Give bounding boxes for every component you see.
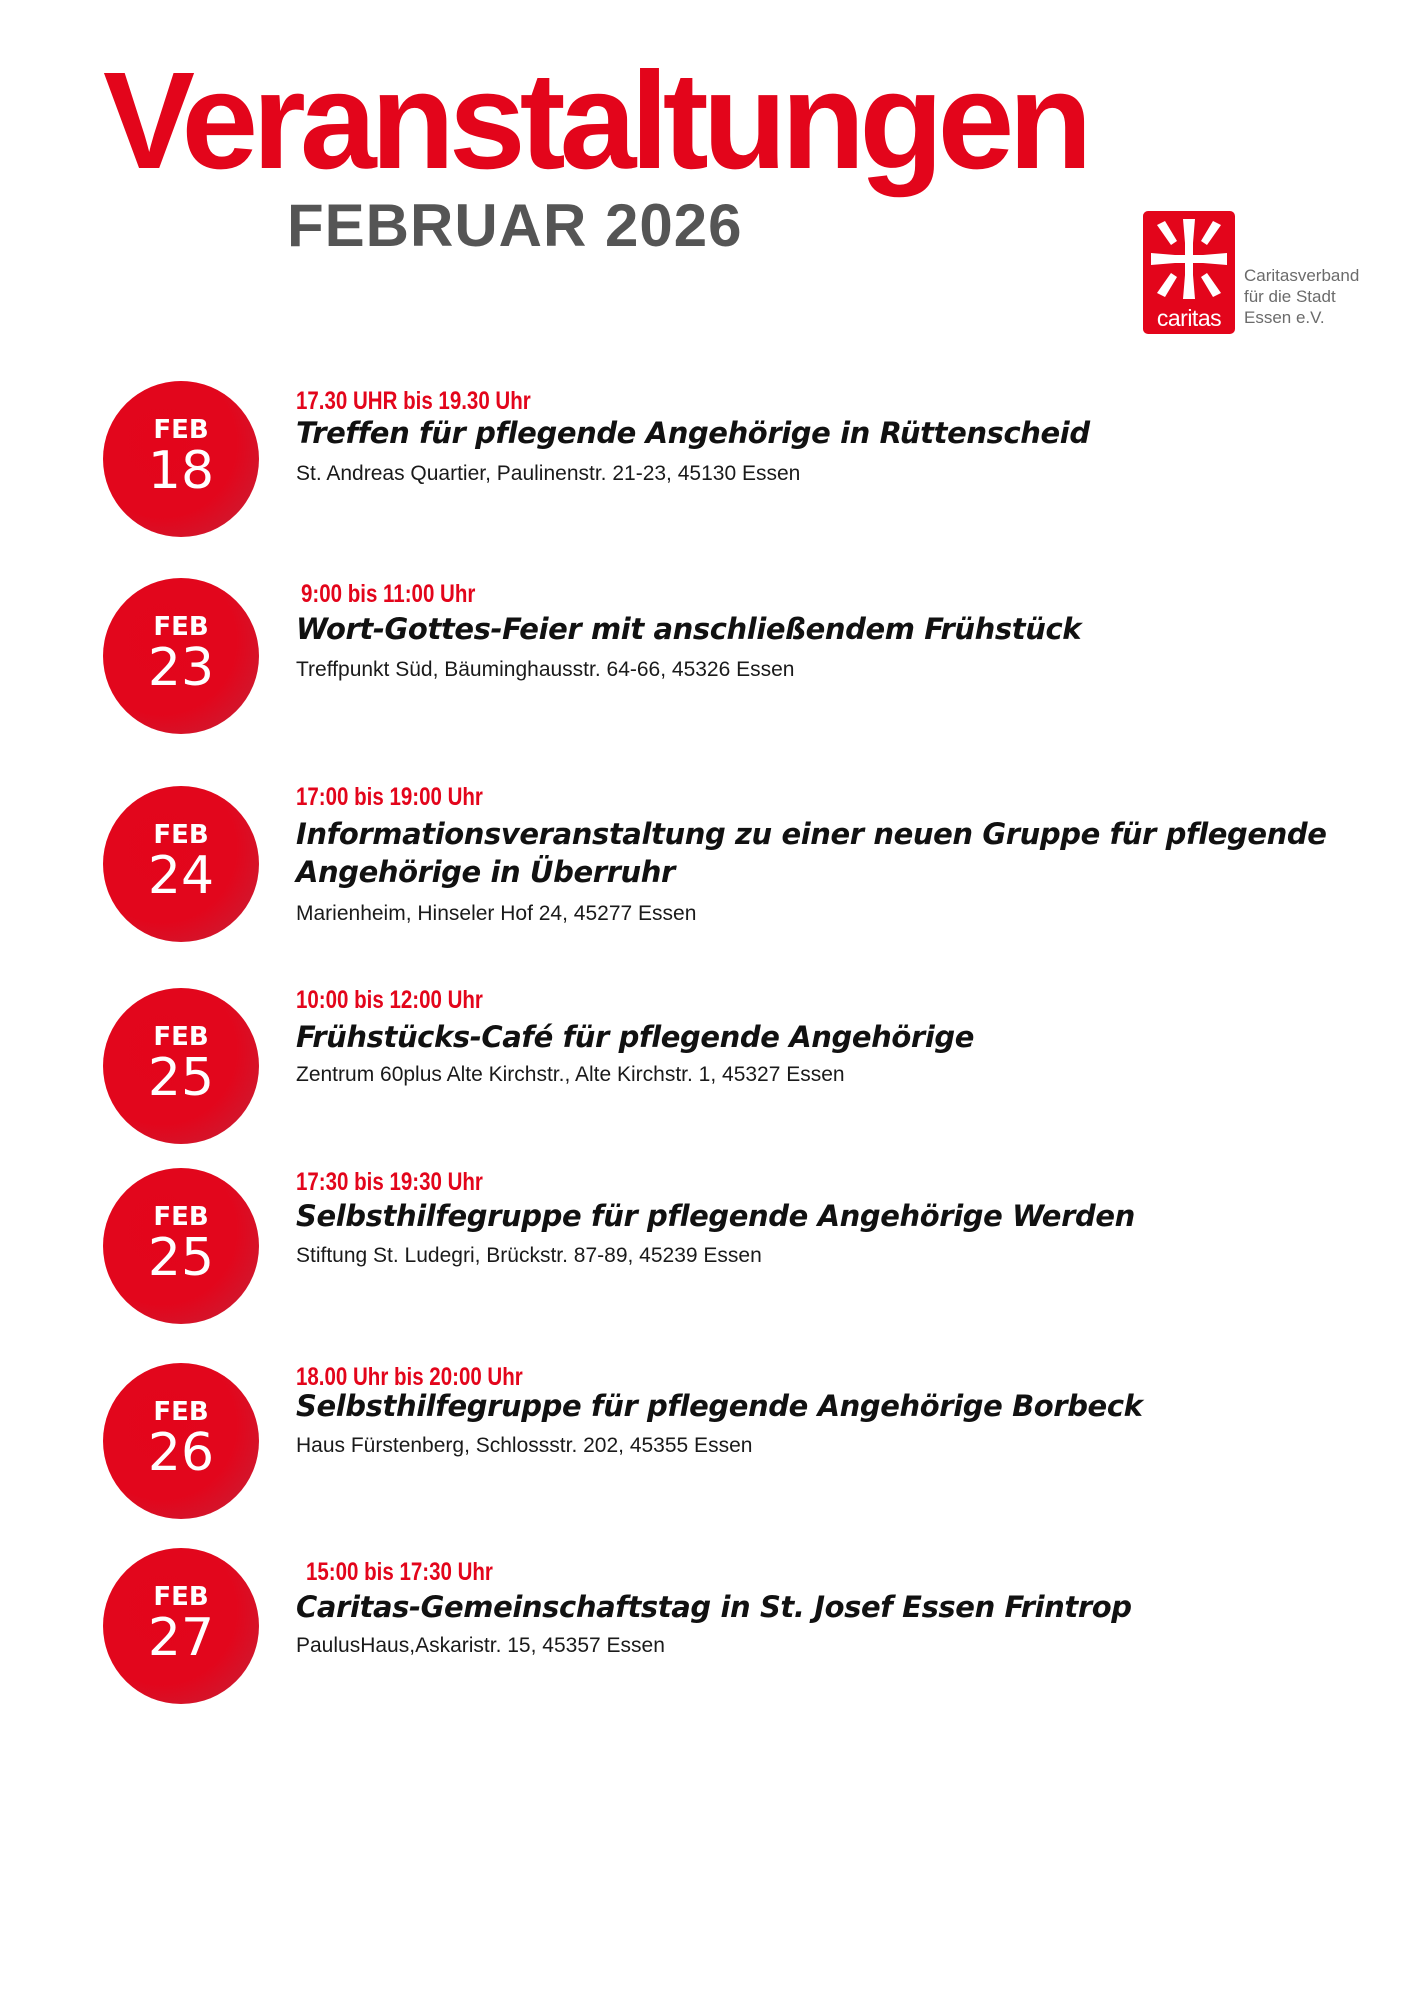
logo-wordmark: caritas <box>1156 305 1222 331</box>
event-title: Frühstücks-Café für pflegende Angehörige <box>296 1020 974 1054</box>
date-badge <box>103 988 259 1144</box>
event-time: 17:00 bis 19:00 Uhr <box>296 783 483 811</box>
event-location: Stiftung St. Ludegri, Brückstr. 87-89, 45239 Essen <box>296 1244 762 1267</box>
org-line: für die Stadt <box>1244 287 1336 306</box>
badge-month: FEB <box>153 1397 209 1427</box>
date-badge <box>103 786 259 942</box>
event-time: 10:00 bis 12:00 Uhr <box>296 986 483 1014</box>
event-location: St. Andreas Quartier, Paulinenstr. 21-23, 45130 Essen <box>296 462 801 485</box>
event-location: Marienheim, Hinseler Hof 24, 45277 Essen <box>296 902 697 925</box>
badge-day: 18 <box>147 441 215 501</box>
date-badge <box>103 578 259 734</box>
event-title: Caritas-Gemeinschaftstag in St. Josef Essen Frintrop <box>296 1590 1132 1624</box>
date-badge <box>103 381 259 537</box>
event-title: Informationsveranstaltung zu einer neuen Gruppe für pflegende Angehörige in Überruhr <box>296 817 1327 889</box>
date-badge <box>103 1548 259 1704</box>
badge-day: 25 <box>147 1048 215 1108</box>
badge-day: 27 <box>147 1608 215 1668</box>
badge-month: FEB <box>153 820 209 850</box>
badge-day: 23 <box>147 638 215 698</box>
event-time: 15:00 bis 17:30 Uhr <box>306 1558 493 1586</box>
event-location: Haus Fürstenberg, Schlossstr. 202, 45355 Essen <box>296 1434 753 1457</box>
org-line: Caritasverband <box>1244 266 1360 285</box>
event-location: PaulusHaus,Askaristr. 15, 45357 Essen <box>296 1634 665 1657</box>
page-subtitle: FEBRUAR 2026 <box>287 192 743 259</box>
event-time: 17:30 bis 19:30 Uhr <box>296 1168 483 1196</box>
event-location: Zentrum 60plus Alte Kirchstr., Alte Kirchstr. 1, 45327 Essen <box>296 1063 845 1086</box>
date-badge <box>103 1168 259 1324</box>
org-line: Essen e.V. <box>1244 308 1325 327</box>
badge-day: 25 <box>147 1228 215 1288</box>
event-title: Selbsthilfegruppe für pflegende Angehörige Borbeck <box>296 1389 1143 1423</box>
event-title: Treffen für pflegende Angehörige in Rüttenscheid <box>296 416 1090 450</box>
event-time: 18.00 Uhr bis 20:00 Uhr <box>296 1363 523 1391</box>
date-badge <box>103 1363 259 1519</box>
badge-month: FEB <box>153 1022 209 1052</box>
event-location: Treffpunkt Süd, Bäuminghausstr. 64-66, 45326 Essen <box>296 658 795 681</box>
organization-name <box>1244 265 1359 328</box>
event-title: Selbsthilfegruppe für pflegende Angehörige Werden <box>296 1199 1135 1233</box>
page-title: Veranstaltungen <box>103 44 1087 198</box>
caritas-logo <box>1143 211 1235 334</box>
badge-day: 26 <box>147 1423 215 1483</box>
badge-day: 24 <box>147 846 215 906</box>
badge-month: FEB <box>153 612 209 642</box>
event-time: 9:00 bis 11:00 Uhr <box>301 580 476 608</box>
event-title: Wort-Gottes-Feier mit anschließendem Frühstück <box>296 612 1082 646</box>
badge-month: FEB <box>153 1202 209 1232</box>
event-time: 17.30 UHR bis 19.30 Uhr <box>296 387 531 415</box>
badge-month: FEB <box>153 415 209 445</box>
badge-month: FEB <box>153 1582 209 1612</box>
